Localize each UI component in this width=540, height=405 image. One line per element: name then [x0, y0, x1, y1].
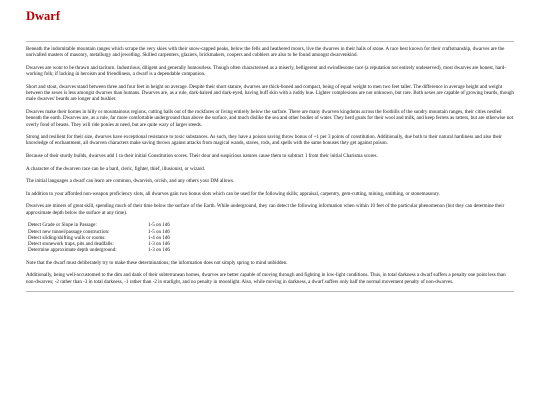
detection-value: 1-3 on 1d6	[148, 247, 170, 254]
detection-label: Detect sliding/shifting walls or rooms:	[28, 234, 106, 241]
paragraph-appearance: Short and stout, dwarves stand between three and four feet in height on average. Despite their short stature, dwarves are thick-boned and compact, being of equal weight to men two feet taller. The difference in average height and weight between the sexes is less amongst dwarves than humans. Dwarves are, as a rule, dark-haired and dark-eyed, having buff skin with a ruddy hue. Lighter complexions are not unknown, but rare. Both sexes are capable of growing beards, though male dwarves' beards are longer and bushier.	[26, 83, 514, 103]
paragraph-languages: The initial languages a dwarf can learn are common, dwarvish, orcish, and any others your DM allows.	[26, 178, 235, 185]
detection-label: Determine approximate depth underground:	[28, 247, 117, 254]
paragraph-overview: Beneath the indomitable mountain ranges which scrape the very skies with their snow-capped peaks, below the fells and heathered moors, live the dwarves in their halls of stone. A race best known for their craftsmanship, dwarves are the unrivalled masters of masonry, metallurgy and jewelling. Skilled carpenters, glaziers, brickmakers, coopers and cobblers are also to be found amongst dwarvenkind.	[26, 46, 505, 59]
detection-value: 1-5 on 1d6	[148, 222, 170, 229]
paragraph-darkvision: Additionally, being well-accustomed to the dim and dank of their subterranean homes, dwarves are better capable of moving through and fighting in low-light conditions. Thus, in total darkness a dwarf suffers a penalty one point less than non-dwarves; -2 rather than -3 in total darkness, -1 rather than -2 in starlight, and no penalty in moonlight. Also, while moving in darkness, a dwarf suffers only half the normal movement penalty of non-dwarves.	[26, 272, 506, 285]
table-row	[28, 247, 170, 253]
detection-label: Detect Grade or Slope in Passage:	[28, 222, 97, 229]
closing-section	[26, 260, 514, 285]
detection-table	[28, 222, 170, 253]
paragraph-temperament: Dwarves are wont to be thrawn and taciturn. Industrious, diligent and generally humourless. Though often characterised as a miserly, belligerent and swindlesome race (a reputation not entirely undeserved), most dwarves are honest, hard-working folk; if lacking in heroism and friendliness, a dwarf is a dependable companion.	[26, 64, 507, 78]
intro-section	[26, 46, 514, 216]
detection-value: 1-5 on 1d6	[148, 228, 170, 235]
table-row	[28, 235, 170, 241]
footer-divider	[26, 291, 514, 292]
paragraph-resistance: Strong and resilient for their size, dwarves have exceptional resistance to toxic substances. As such, they have a poison saving throw bonus of +1 per 3 points of constitution. Additionally, due both to their natural hardiness and also their knowledge of enchantment, all dwarven characters make saving throws against attacks from magical wands, staves, rods, and spells with the same bonuses they get against poison.	[26, 134, 502, 147]
detection-label: Detect new tunnel/passage construction:	[28, 228, 110, 235]
table-row	[28, 229, 170, 235]
title-divider	[26, 41, 514, 42]
paragraph-classes: A character of the dwarven race can be a bard, cleric, fighter, thief, illusionist, or wizard.	[26, 165, 206, 172]
detection-value: 1-4 on 1d6	[148, 234, 170, 241]
page-title: Dwarf	[26, 9, 61, 23]
paragraph-note: Note that the dwarf must deliberately try to make these determinations; the information does not simply spring to mind unbidden.	[26, 259, 288, 266]
paragraph-homes: Dwarves make their homes in hilly or mountainous regions, cutting halls out of the rockfaces or living entirely below the surface. There are many dwarven kingdoms across the foothills of the sundry mountain ranges, their cities nestled beneath the earth. Dwarves are, as a rule, far more comfortable underground than above the surface, and much dislike the sea and other bodies of water. They herd goats for their wool and milk, and keep ferrets as ratters, but are otherwise not overly fond of beasts. They will ride ponies at need, but are quite wary of larger steeds.	[26, 108, 514, 128]
paragraph-mining: Dwarves are miners of great skill, spending much of their time below the surface of the Earth. While underground, they can detect the following information when within 10 feet of the particular phenomenon (but they can determine their approximate depth below the surface at any time).	[26, 203, 505, 216]
detection-value: 1-3 on 1d6	[148, 240, 170, 247]
detection-label: Detect stonework traps, pits and deadfalls:	[28, 240, 114, 247]
paragraph-ability-adjustments: Because of their sturdy builds, dwarves add 1 to their initial Constitution scores. Their dour and suspicious natures cause them to subtract 1 from their initial Charisma scores.	[26, 153, 378, 160]
paragraph-proficiencies: In addition to your afforded non-weapon proficiency slots, all dwarves gain two bonus slots which can be used for the following skills; appraisal, carpentry, gem-cutting, mining, smithing, or stonemasonry.	[26, 190, 440, 197]
